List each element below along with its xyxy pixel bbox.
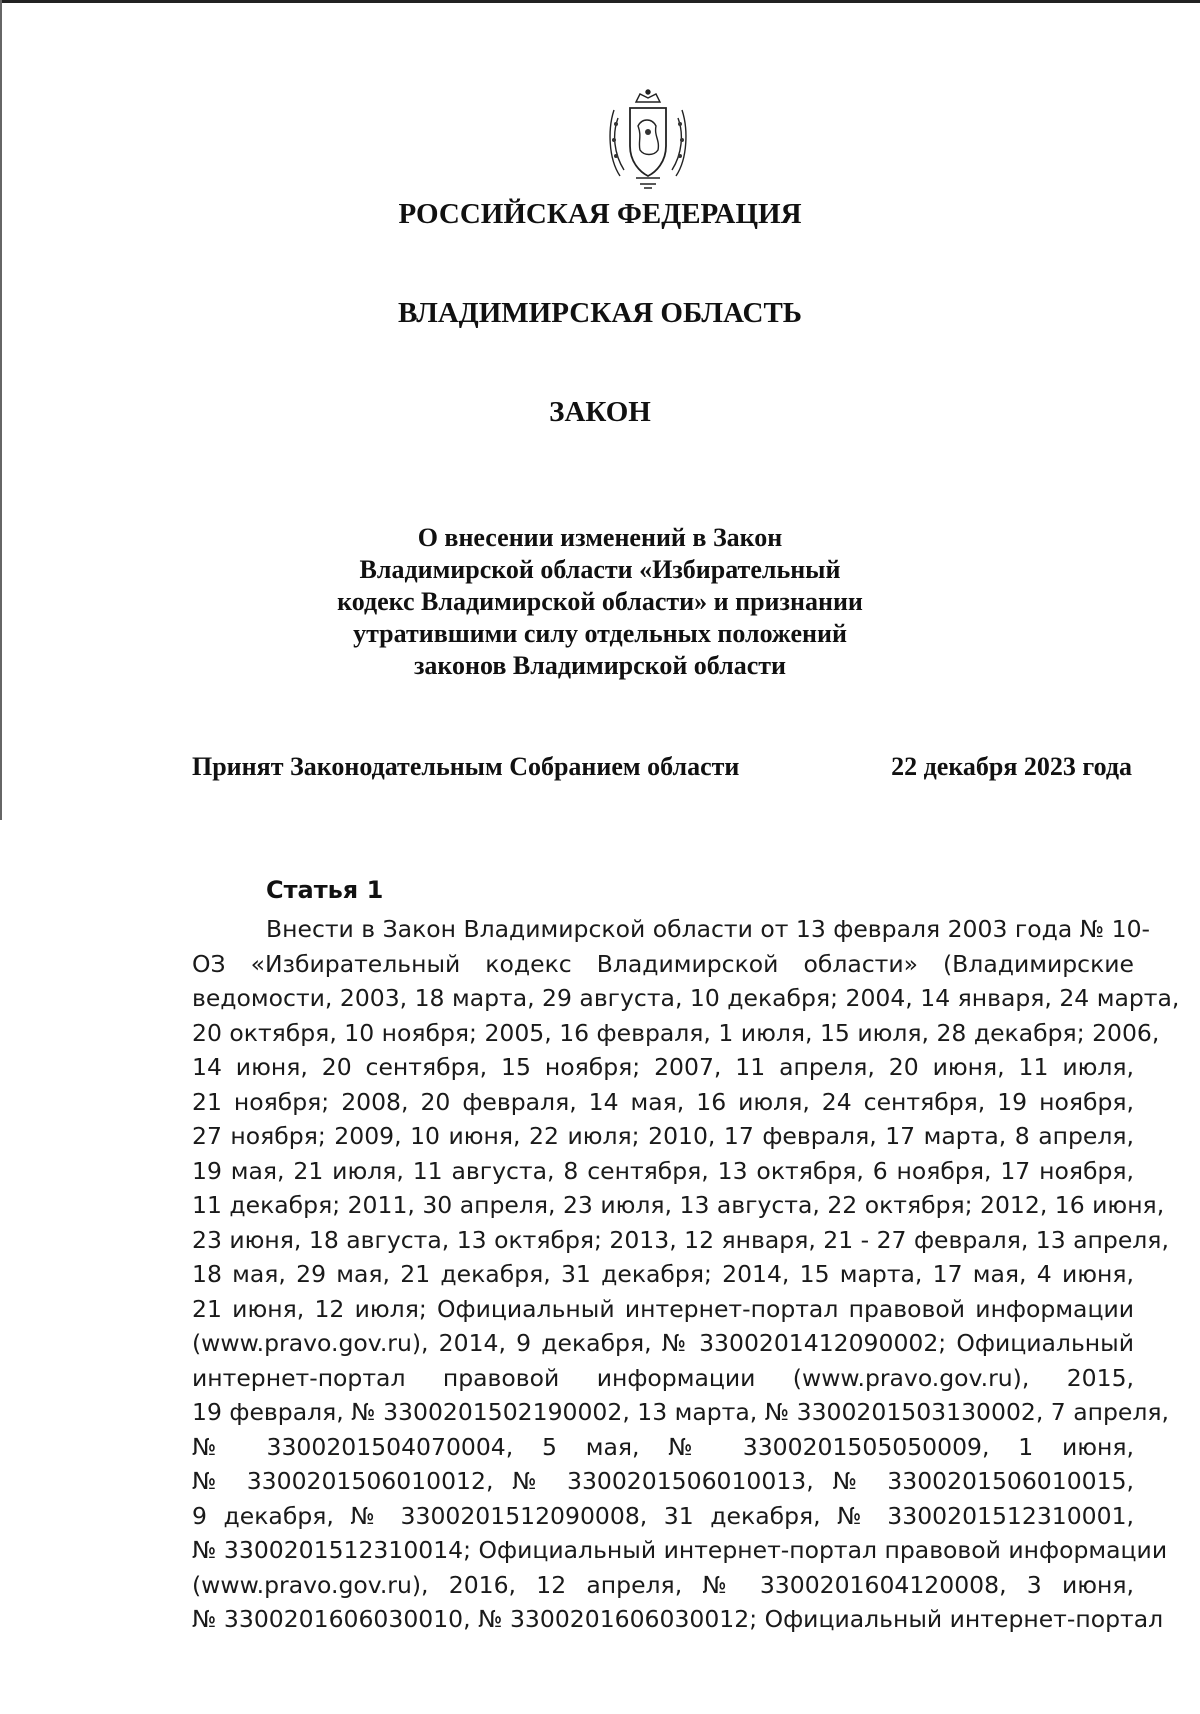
article-line: ОЗ «Избирательный кодекс Владимирской области» (Владимирские bbox=[192, 949, 1134, 978]
title-line: кодекс Владимирской области» и признании bbox=[337, 587, 863, 616]
law-title bbox=[300, 522, 900, 682]
article-line: 19 мая, 21 июля, 11 августа, 8 сентября, 13 октября, 6 ноября, 17 ноября, bbox=[192, 1156, 1134, 1185]
scan-edge-top bbox=[0, 0, 1200, 3]
article-line: ведомости, 2003, 18 марта, 29 августа, 10 декабря; 2004, 14 января, 24 марта, bbox=[192, 984, 1180, 1012]
country-heading: РОССИЙСКАЯ ФЕДЕРАЦИЯ bbox=[398, 198, 802, 230]
article-line: Внести в Закон Владимирской области от 13 февраля 2003 года № 10- bbox=[266, 915, 1151, 943]
title-line: Владимирской области «Избирательный bbox=[359, 555, 841, 584]
article-line: (www.pravo.gov.ru), 2016, 12 апреля, № 3300201604120008, 3 июня, bbox=[192, 1570, 1134, 1599]
article-line: 20 октября, 10 ноября; 2005, 16 февраля, 1 июля, 15 июля, 28 декабря; 2006, bbox=[192, 1018, 1160, 1047]
article-heading: Статья 1 bbox=[266, 876, 384, 904]
title-line: О внесении изменений в Закон bbox=[417, 523, 783, 552]
article-line: 23 июня, 18 августа, 13 октября; 2013, 12 января, 21 - 27 февраля, 13 апреля, bbox=[192, 1225, 1169, 1254]
adoption-row bbox=[192, 752, 1132, 782]
article-line: № 3300201606030010, № 3300201606030012; Официальный интернет-портал bbox=[192, 1605, 1164, 1633]
doc-type-heading: ЗАКОН bbox=[549, 396, 651, 428]
article-line: 9 декабря, № 3300201512090008, 31 декабря, № 3300201512310001, bbox=[192, 1501, 1134, 1530]
title-line: утратившими силу отдельных положений bbox=[353, 619, 847, 648]
article-body bbox=[192, 912, 1180, 1637]
article-line: № 3300201504070004, 5 мая, № 3300201505050009, 1 июня, bbox=[192, 1432, 1134, 1461]
article-line: 21 июня, 12 июля; Официальный интернет-портал правовой информации bbox=[192, 1294, 1134, 1323]
article-line: 21 ноября; 2008, 20 февраля, 14 мая, 16 июля, 24 сентября, 19 ноября, bbox=[192, 1087, 1134, 1116]
article-line: 14 июня, 20 сентября, 15 ноября; 2007, 11 апреля, 20 июня, 11 июля, bbox=[192, 1053, 1134, 1081]
article-line: (www.pravo.gov.ru), 2014, 9 декабря, № 3300201412090002; Официальный bbox=[192, 1329, 1134, 1357]
article-line: интернет-портал правовой информации (www.pravo.gov.ru), 2015, bbox=[192, 1363, 1134, 1392]
article-line: № 3300201512310014; Официальный интернет-портал правовой информации bbox=[192, 1536, 1168, 1564]
article-line: 27 ноября; 2009, 10 июня, 22 июля; 2010, 17 февраля, 17 марта, 8 апреля, bbox=[192, 1122, 1134, 1150]
region-heading: ВЛАДИМИРСКАЯ ОБЛАСТЬ bbox=[398, 297, 802, 329]
article-line: 19 февраля, № 3300201502190002, 13 марта, № 3300201503130002, 7 апреля, bbox=[192, 1398, 1169, 1426]
adoption-label: Принят Законодательным Собранием области bbox=[192, 752, 740, 781]
title-line: законов Владимирской области bbox=[413, 651, 787, 680]
article-line: № 3300201506010012, № 3300201506010013, № 3300201506010015, bbox=[192, 1467, 1134, 1495]
coat-of-arms-icon bbox=[600, 88, 696, 192]
article-line: 18 мая, 29 мая, 21 декабря, 31 декабря; 2014, 15 марта, 17 мая, 4 июня, bbox=[192, 1260, 1134, 1288]
article-line: 11 декабря; 2011, 30 апреля, 23 июля, 13 августа, 22 октября; 2012, 16 июня, bbox=[192, 1191, 1165, 1219]
adoption-date: 22 декабря 2023 года bbox=[891, 752, 1132, 781]
